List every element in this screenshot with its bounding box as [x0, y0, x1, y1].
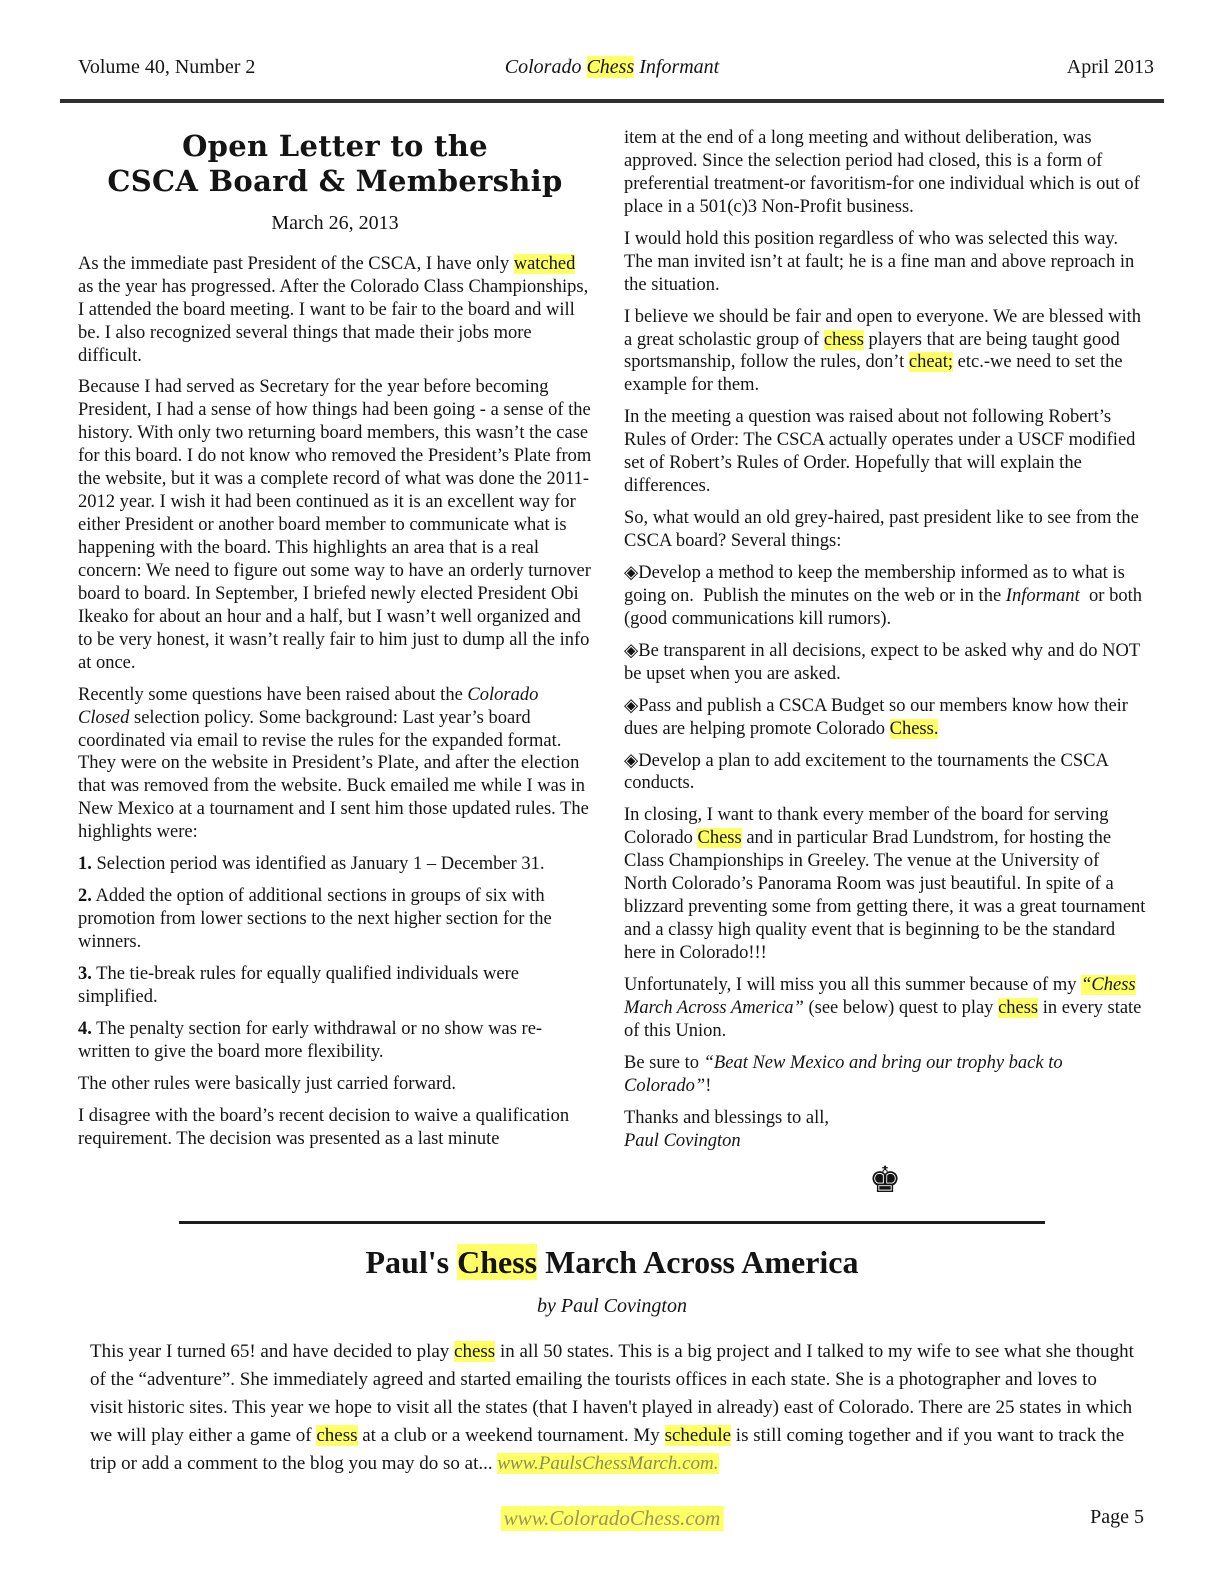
section-body-paragraph	[90, 1338, 1134, 1478]
text-segment: This year I turned 65! and have decided to play	[90, 1341, 455, 1362]
article-title-line1: Open Letter to the	[182, 129, 488, 163]
paragraph	[624, 974, 1146, 1043]
section-title	[78, 1244, 1146, 1281]
text-segment: in all 50 states. This is a big project and I talked to my wife to see what she thought of the “adventure”. She immediately agreed and started emailing the tourists offices in each state. She is a photographer and loves to visit historic sites. This year we hope to visit all the states (that I haven't played in already) east of Colorado. There are 25 states in which we will play either a game of	[90, 1341, 1134, 1446]
text-segment: In closing, I want to thank every member of the board for serving Colorado	[624, 805, 1109, 849]
left-column-text	[78, 253, 592, 1151]
text-segment: The tie-break rules for equally qualified individuals were simplified.	[78, 963, 519, 1007]
text-segment: Be sure to	[624, 1052, 704, 1073]
page-footer	[0, 1506, 1224, 1534]
text-segment: Chess	[457, 1244, 538, 1280]
section-divider	[179, 1221, 1045, 1224]
page-number: Page 5	[1090, 1506, 1144, 1528]
text-segment: chess	[316, 1424, 358, 1446]
paragraph	[78, 1105, 592, 1151]
text-segment: “Chess	[1081, 974, 1136, 995]
text-segment: 2.	[78, 886, 92, 907]
article-date: March 26, 2013	[271, 211, 399, 234]
text-segment: players that are being taught good sportsmanship, follow the rules, don’t	[624, 329, 1120, 373]
text-segment: Thanks and blessings to all,	[624, 1107, 830, 1128]
text-segment: Develop a plan to add excitement to the tournaments the CSCA conducts.	[624, 750, 1108, 794]
chess-king-icon: ♚	[868, 1159, 902, 1201]
text-segment: Added the option of additional sections in groups of six with promotion from lower sections to the next higher section for the winners.	[78, 886, 552, 952]
paragraph	[624, 1052, 1146, 1098]
text-segment: ◈	[624, 562, 639, 583]
text-segment: Chess.	[889, 718, 939, 739]
text-segment: and in particular Brad Lundstrom, for hosting the Class Championships in Greeley. The venue at the University of North Colorado’s Panorama Room was just beautiful. In spite of a blizzard preventing some from getting there, it was a great tournament and a classy high quality event that is beginning to be the standard here in Colorado!!!	[624, 828, 1146, 963]
article-columns	[0, 103, 1224, 1221]
text-segment: item at the end of a long meeting and without deliberation, was approved. Since the selection period had closed, this is a form of preferential treatment-or favoritism-for one individual which is out of place in a 501(c)3 Non-Profit business.	[624, 128, 1140, 217]
text-segment: I would hold this position regardless of who was selected this way. The man invited isn’t at fault; he is a fine man and above reproach in the situation.	[624, 228, 1135, 295]
text-segment: ◈	[624, 750, 639, 771]
footer-site-link[interactable]: www.ColoradoChess.com	[501, 1506, 724, 1531]
issue-date: April 2013	[1066, 56, 1154, 78]
text-segment: ◈	[624, 695, 639, 716]
numbered-item	[78, 1018, 592, 1064]
text-segment: selection policy. Some background: Last year’s board coordinated via email to revise the rules for the expanded format. They were on the website in President’s Plate, and after the election that was removed from the website. Buck emailed me while I was in New Mexico at a tournament and I sent him those updated rules. The highlights were:	[78, 707, 589, 843]
text-segment: “Beat New Mexico and bring our trophy back to Colorado”	[624, 1052, 1063, 1096]
text-segment: 4.	[78, 1018, 92, 1039]
text-segment: (see below) quest to play	[803, 997, 999, 1018]
text-segment: Unfortunately, I will miss you all this summer because of my	[624, 974, 1082, 995]
text-segment: www.PaulsChessMarch.com.	[497, 1452, 719, 1474]
text-segment: ◈	[624, 640, 639, 661]
article-title	[78, 129, 592, 200]
text-segment: Develop a method to keep the membership informed as to what is going on. Publish the minutes on the web or in the	[624, 562, 1125, 606]
text-segment: etc.-we need to set the example for them.	[624, 352, 1123, 396]
text-segment: Colorado Closed	[78, 684, 539, 728]
text-segment: Selection period was identified as January 1 – December 31.	[91, 854, 545, 875]
text-segment: in every state of this Union.	[624, 997, 1142, 1041]
text-segment: March Across America	[537, 1244, 859, 1280]
text-segment: Be transparent in all decisions, expect to be asked why and do NOT be upset when you are asked.	[624, 640, 1140, 684]
text-segment: chess	[998, 997, 1039, 1018]
signature	[624, 1107, 1146, 1153]
text-segment: chess	[823, 329, 864, 350]
numbered-item	[78, 885, 592, 954]
paragraph	[78, 1073, 592, 1096]
article-title-line2: CSCA Board & Membership	[107, 164, 563, 199]
paragraph	[78, 376, 592, 674]
text-segment: cheat;	[908, 352, 954, 373]
section-paul-march	[0, 1244, 1224, 1478]
text-segment: The other rules were basically just carried forward.	[78, 1073, 457, 1094]
text-segment: Informant	[1005, 585, 1080, 606]
text-segment: The penalty section for early withdrawal or no show was re-written to give the board more flexibility.	[78, 1018, 543, 1062]
article-left-column	[78, 127, 592, 1221]
text-segment: Chess	[586, 56, 635, 78]
page-header	[0, 0, 1224, 79]
article-right-column	[624, 127, 1146, 1221]
text-segment: Chess	[697, 828, 742, 849]
text-segment: Recently some questions have been raised about the	[78, 684, 468, 705]
text-segment: Because I had served as Secretary for the year before becoming President, I had a sense of how things had been going - a sense of the history. With only two returning board members, this wasn’t the case for this board. I do not know who removed the President’s Plate from the website, but it was a complete record of what was done the 2011-2012 year. I wish it had been continued as it is an excellent way for either President or another board member to communicate what is happening with the board. This highlights an area that is a real concern: We need to figure out some way to have an orderly turnover board to board. In September, I briefed newly elected President Obi Ikeako for about an hour and a half, but I wasn’t well organized and to be very honest, it wasn’t really fair to him just to dump all the info at once.	[78, 377, 592, 673]
numbered-item	[78, 853, 592, 876]
paragraph	[78, 253, 592, 368]
volume-number: Volume 40, Number 2	[78, 56, 256, 78]
text-segment: or both (good communications kill rumors).	[624, 585, 1142, 629]
text-segment: !	[705, 1075, 712, 1096]
text-segment: as the year has progressed. After the Colorado Class Championships, I attended the board meeting. I want to be fair to the board and will be. I also recognized several things that made their jobs more difficult.	[78, 276, 589, 366]
section-byline: by Paul Covington	[537, 1295, 687, 1317]
text-segment: In the meeting a question was raised about not following Robert’s Rules of Order: The CSCA actually operates under a USCF modified set of Robert’s Rules of Order. Hopefully that will explain the differences.	[624, 407, 1136, 497]
text-segment: chess	[454, 1341, 496, 1362]
text-segment: is still coming together and if you want to track the trip or add a comment to the blog you may do so at...	[90, 1424, 1125, 1474]
text-segment: Informant	[634, 56, 720, 78]
text-segment: Paul Covington	[624, 1130, 741, 1151]
text-segment: Colorado	[504, 56, 587, 78]
numbered-item	[78, 963, 592, 1009]
paragraph	[78, 684, 592, 845]
paragraph	[624, 228, 1146, 297]
text-segment: watched	[513, 253, 576, 274]
text-segment: So, what would an old grey-haired, past president like to see from the CSCA board? Several things:	[624, 508, 1139, 551]
bullet-item	[624, 750, 1146, 796]
text-segment: at a club or a weekend tournament. My	[357, 1424, 665, 1446]
text-segment: I disagree with the board’s recent decision to waive a qualification requirement. The decision was presented as a last minute	[78, 1105, 570, 1149]
bullet-item	[624, 562, 1146, 631]
paragraph	[624, 804, 1146, 965]
paragraph	[624, 306, 1146, 398]
bullet-item	[624, 695, 1146, 741]
paragraph	[624, 406, 1146, 498]
paragraph	[624, 127, 1146, 219]
text-segment: As the immediate past President of the CSCA, I have only	[78, 253, 514, 274]
bullet-item	[624, 640, 1146, 686]
text-segment: schedule	[664, 1424, 732, 1446]
text-segment: Pass and publish a CSCA Budget so our members know how their dues are helping promote Colorado	[624, 695, 1128, 739]
paragraph	[624, 507, 1146, 553]
text-segment: I believe we should be fair and open to everyone. We are blessed with a great scholastic group of	[624, 306, 1142, 350]
text-segment: 1.	[78, 854, 92, 875]
publication-title	[505, 56, 719, 79]
right-column-text	[624, 127, 1146, 1153]
text-segment: Paul's	[365, 1244, 458, 1280]
text-segment: 3.	[78, 963, 92, 984]
text-segment: March Across America”	[624, 997, 804, 1018]
